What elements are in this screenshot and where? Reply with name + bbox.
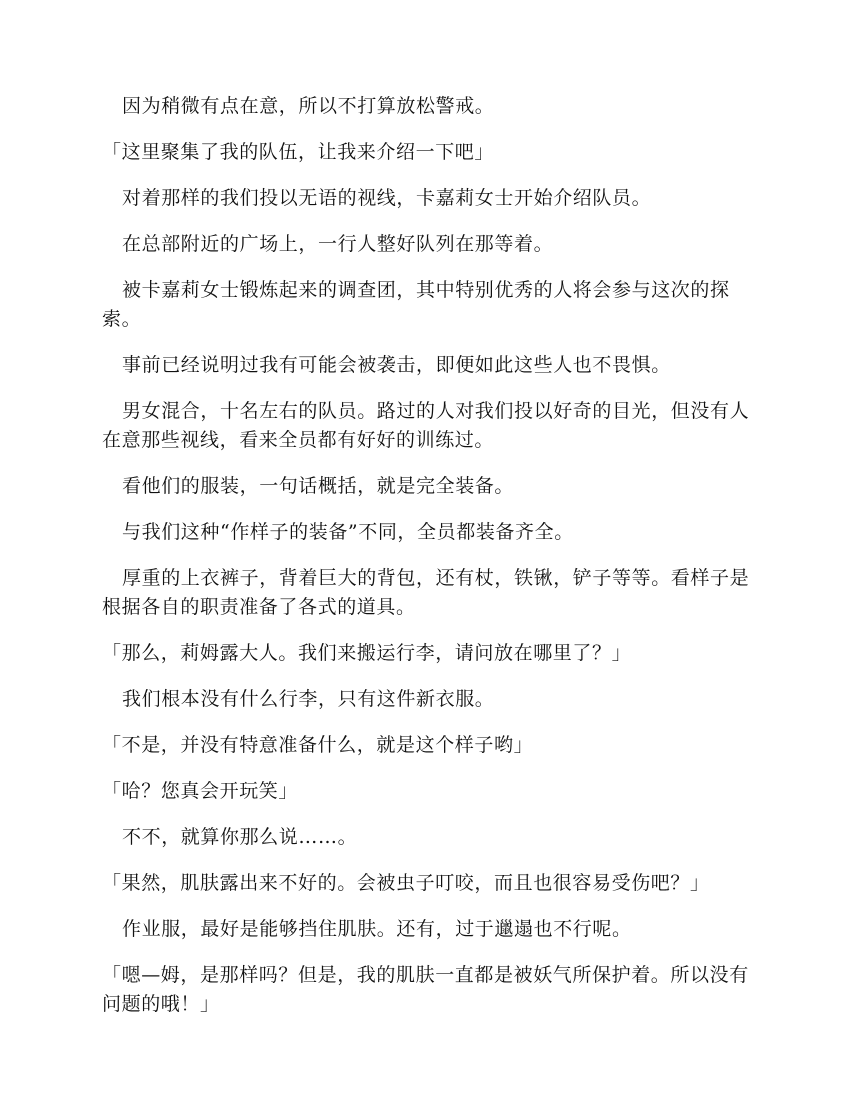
paragraph: 对着那样的我们投以无语的视线，卡嘉莉女士开始介绍队员。 xyxy=(122,187,652,209)
dialogue-paragraph: 「这里聚集了我的队伍，让我来介绍一下吧」 xyxy=(102,141,495,163)
paragraph: 因为稍微有点在意，所以不打算放松警戒。 xyxy=(122,95,495,117)
dialogue-paragraph: 「嗯—姆，是那样吗？但是，我的肌肤一直都是被妖气所保护着。所以没有问题的哦！」 xyxy=(102,964,749,1015)
text-column xyxy=(102,92,752,1036)
paragraph: 被卡嘉莉女士锻炼起来的调查团，其中特别优秀的人将会参与这次的探索。 xyxy=(102,279,730,330)
paragraph: 事前已经说明过我有可能会被袭击，即便如此这些人也不畏惧。 xyxy=(122,354,671,376)
dialogue-paragraph: 「果然，肌肤露出来不好的。会被虫子叮咬，而且也很容易受伤吧？」 xyxy=(102,872,710,894)
paragraph: 作业服，最好是能够挡住肌肤。还有，过于邋遢也不行呢。 xyxy=(122,918,632,940)
paragraph: 看他们的服装，一句话概括，就是完全装备。 xyxy=(122,475,515,497)
dialogue-paragraph: 「哈？您真会开玩笑」 xyxy=(102,780,299,802)
dialogue-paragraph: 「不是，并没有特意准备什么，就是这个样子哟」 xyxy=(102,734,534,756)
paragraph: 与我们这种“作样子的装备”不同，全员都装备齐全。 xyxy=(122,521,574,543)
paragraph: 厚重的上衣裤子，背着巨大的背包，还有杖，铁锹，铲子等等。看样子是根据各自的职责准备了各式的道具。 xyxy=(102,567,750,618)
dialogue-paragraph: 「那么，莉姆露大人。我们来搬运行李，请问放在哪里了？」 xyxy=(102,642,632,664)
paragraph: 不不，就算你那么说……。 xyxy=(122,826,358,848)
paragraph: 我们根本没有什么行李，只有这件新衣服。 xyxy=(122,688,495,710)
paragraph: 男女混合，十名左右的队员。路过的人对我们投以好奇的目光，但没有人在意那些视线，看来全员都有好好的训练过。 xyxy=(102,400,750,451)
paragraph: 在总部附近的广场上，一行人整好队列在那等着。 xyxy=(122,233,554,255)
